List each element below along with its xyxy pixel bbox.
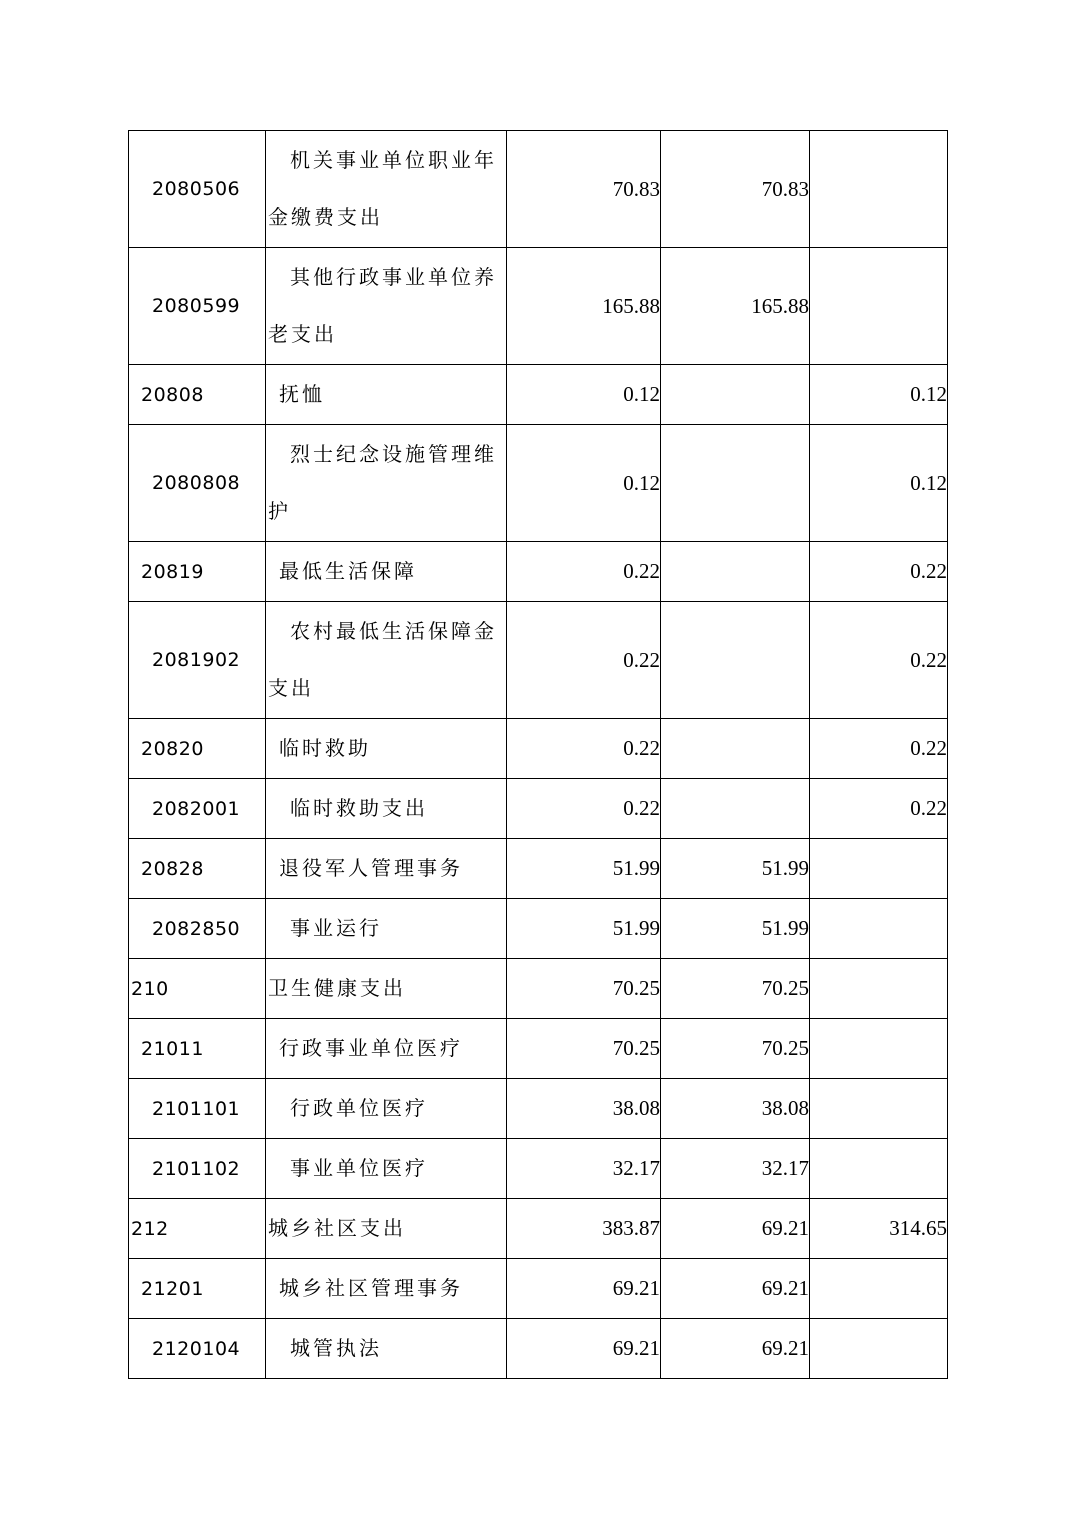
- amount-col-b: 165.88: [661, 248, 810, 365]
- item-name: 临时救助支出: [266, 779, 507, 839]
- amount-col-a: 0.22: [507, 602, 661, 719]
- amount-col-a: 165.88: [507, 248, 661, 365]
- amount-col-a: 383.87: [507, 1199, 661, 1259]
- amount-col-c: [810, 959, 948, 1019]
- amount-col-b: 69.21: [661, 1259, 810, 1319]
- amount-col-c: 0.22: [810, 719, 948, 779]
- amount-col-c: 314.65: [810, 1199, 948, 1259]
- amount-col-c: 0.22: [810, 542, 948, 602]
- amount-col-c: [810, 899, 948, 959]
- table-row: [129, 248, 948, 365]
- item-name: 农村最低生活保障金支出: [266, 602, 507, 719]
- amount-col-a: 0.12: [507, 425, 661, 542]
- amount-col-b: [661, 425, 810, 542]
- budget-table-body: [129, 131, 948, 1379]
- table-row: [129, 1079, 948, 1139]
- item-code: 2081902: [129, 602, 266, 719]
- item-code: 21201: [129, 1259, 266, 1319]
- item-name: 行政事业单位医疗: [266, 1019, 507, 1079]
- table-row: [129, 839, 948, 899]
- table-row: [129, 602, 948, 719]
- amount-col-a: 0.22: [507, 779, 661, 839]
- amount-col-c: [810, 1019, 948, 1079]
- item-name: 抚恤: [266, 365, 507, 425]
- item-name: 行政单位医疗: [266, 1079, 507, 1139]
- amount-col-a: 0.12: [507, 365, 661, 425]
- item-code: 21011: [129, 1019, 266, 1079]
- item-code: 2101102: [129, 1139, 266, 1199]
- budget-table: [128, 130, 948, 1379]
- item-name: 烈士纪念设施管理维护: [266, 425, 507, 542]
- amount-col-a: 70.25: [507, 1019, 661, 1079]
- amount-col-a: 38.08: [507, 1079, 661, 1139]
- amount-col-c: 0.12: [810, 425, 948, 542]
- amount-col-b: 70.25: [661, 959, 810, 1019]
- table-row: [129, 1319, 948, 1379]
- item-name: 城乡社区支出: [266, 1199, 507, 1259]
- item-code: 20819: [129, 542, 266, 602]
- item-name: 卫生健康支出: [266, 959, 507, 1019]
- amount-col-c: 0.22: [810, 602, 948, 719]
- amount-col-c: [810, 1079, 948, 1139]
- amount-col-a: 32.17: [507, 1139, 661, 1199]
- item-name: 城乡社区管理事务: [266, 1259, 507, 1319]
- table-row: [129, 425, 948, 542]
- item-name: 最低生活保障: [266, 542, 507, 602]
- amount-col-a: 70.83: [507, 131, 661, 248]
- item-name: 事业单位医疗: [266, 1139, 507, 1199]
- table-row: [129, 1019, 948, 1079]
- item-code: 212: [129, 1199, 266, 1259]
- amount-col-c: [810, 1139, 948, 1199]
- amount-col-b: 69.21: [661, 1199, 810, 1259]
- amount-col-c: [810, 839, 948, 899]
- item-name: 其他行政事业单位养老支出: [266, 248, 507, 365]
- table-row: [129, 1259, 948, 1319]
- table-row: [129, 959, 948, 1019]
- amount-col-a: 51.99: [507, 899, 661, 959]
- amount-col-b: [661, 719, 810, 779]
- table-row: [129, 899, 948, 959]
- amount-col-c: 0.12: [810, 365, 948, 425]
- amount-col-b: 51.99: [661, 839, 810, 899]
- item-name: 退役军人管理事务: [266, 839, 507, 899]
- item-code: 20808: [129, 365, 266, 425]
- table-row: [129, 365, 948, 425]
- amount-col-b: 69.21: [661, 1319, 810, 1379]
- amount-col-c: [810, 1319, 948, 1379]
- item-code: 2080808: [129, 425, 266, 542]
- item-code: 2082850: [129, 899, 266, 959]
- item-code: 2101101: [129, 1079, 266, 1139]
- amount-col-b: 38.08: [661, 1079, 810, 1139]
- amount-col-c: [810, 1259, 948, 1319]
- amount-col-a: 0.22: [507, 542, 661, 602]
- amount-col-b: [661, 602, 810, 719]
- amount-col-a: 69.21: [507, 1259, 661, 1319]
- amount-col-b: 70.83: [661, 131, 810, 248]
- table-row: [129, 1199, 948, 1259]
- amount-col-a: 0.22: [507, 719, 661, 779]
- item-code: 2080599: [129, 248, 266, 365]
- item-code: 2120104: [129, 1319, 266, 1379]
- item-code: 2082001: [129, 779, 266, 839]
- item-code: 20828: [129, 839, 266, 899]
- amount-col-b: 70.25: [661, 1019, 810, 1079]
- amount-col-b: [661, 542, 810, 602]
- table-row: [129, 719, 948, 779]
- amount-col-c: 0.22: [810, 779, 948, 839]
- amount-col-b: [661, 365, 810, 425]
- amount-col-c: [810, 131, 948, 248]
- amount-col-b: 51.99: [661, 899, 810, 959]
- table-row: [129, 1139, 948, 1199]
- item-name: 城管执法: [266, 1319, 507, 1379]
- amount-col-a: 69.21: [507, 1319, 661, 1379]
- table-row: [129, 542, 948, 602]
- item-code: 2080506: [129, 131, 266, 248]
- table-row: [129, 131, 948, 248]
- item-name: 事业运行: [266, 899, 507, 959]
- item-name: 机关事业单位职业年金缴费支出: [266, 131, 507, 248]
- amount-col-b: [661, 779, 810, 839]
- table-row: [129, 779, 948, 839]
- amount-col-a: 70.25: [507, 959, 661, 1019]
- item-name: 临时救助: [266, 719, 507, 779]
- amount-col-b: 32.17: [661, 1139, 810, 1199]
- item-code: 20820: [129, 719, 266, 779]
- amount-col-a: 51.99: [507, 839, 661, 899]
- amount-col-c: [810, 248, 948, 365]
- item-code: 210: [129, 959, 266, 1019]
